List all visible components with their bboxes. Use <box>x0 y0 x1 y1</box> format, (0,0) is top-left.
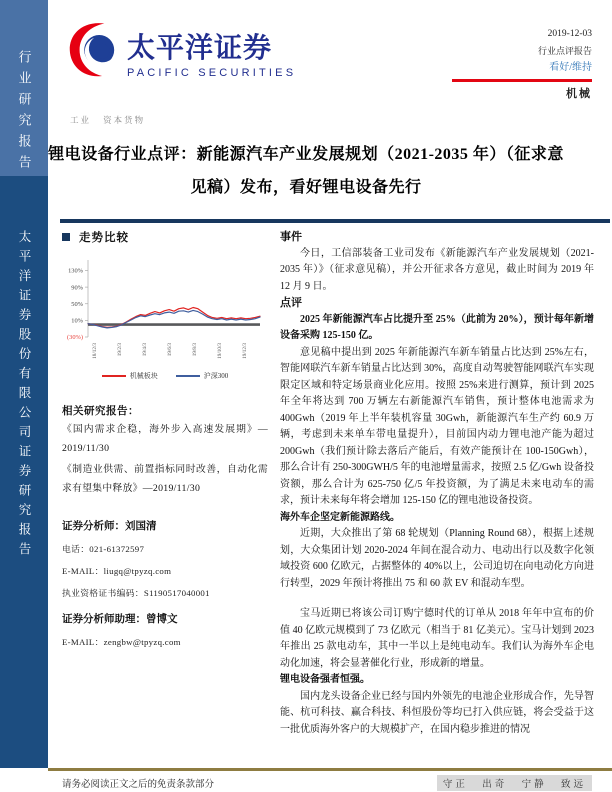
comment-lead-paragraph: 2025 年新能源汽车占比提升至 25%（此前为 20%），预计每年新增设备采购 125-150 亿。 <box>280 313 594 341</box>
analyst-name: 证券分析师：刘国清 <box>62 521 157 533</box>
svg-text:10%: 10% <box>71 317 83 325</box>
category-path: 工业 资本货物 <box>70 115 146 125</box>
chart-legend <box>62 371 268 381</box>
trend-heading-label: 走势比较 <box>79 232 129 244</box>
brand-name-cn: 太平洋证券 <box>127 32 273 63</box>
legend-label-csi300: 沪深300 <box>203 372 229 380</box>
analyst-phone: 电话：021-61372597 <box>62 544 145 555</box>
sidebar-top-band <box>0 0 48 176</box>
sidebar-bottom-band <box>0 176 48 768</box>
header <box>66 20 592 105</box>
subheading-overseas: 海外车企坚定新能源路线。 <box>280 511 400 523</box>
industry-label: 机械 <box>566 88 592 101</box>
svg-text:19/6/3: 19/6/3 <box>167 343 173 357</box>
analyst-license: 执业资格证书编码：S1190517040001 <box>62 588 210 599</box>
svg-text:19/12/3: 19/12/3 <box>242 343 248 359</box>
sidebar-bottom-label: 太平洋证券股份有限公司证券研究报告 <box>17 230 31 562</box>
related-reports <box>62 403 268 498</box>
legend-item-csi300 <box>176 371 229 381</box>
footer-motto: 守正 出奇 宁静 致远 <box>437 775 592 791</box>
red-line-swatch-icon <box>102 375 126 377</box>
rating-underline <box>452 79 592 82</box>
legend-item-industry <box>102 371 158 381</box>
analysis-paragraph-2: 近期，大众推出了第 68 轮规划（Planning Round 68），根据上述规划，大众集团计划 2020-2024 年间在混合动力、电动出行以及数字化领域投资 600 亿欧元，占据整体的 40%以上，公司迫切在向电动化方向进行转型，2029 年预计将推出 75 和 60 款 EV 和混动车型。 <box>280 528 594 589</box>
blue-line-swatch-icon <box>176 375 200 377</box>
report-date: 2019-12-03 <box>547 29 592 39</box>
svg-text:130%: 130% <box>68 267 83 275</box>
svg-text:19/2/3: 19/2/3 <box>117 343 123 357</box>
subheading-equipment: 锂电设备强者恒强。 <box>280 674 370 685</box>
svg-text:90%: 90% <box>71 284 83 292</box>
event-heading: 事件 <box>280 231 302 243</box>
pacific-securities-emblem-icon <box>66 20 122 85</box>
title-divider <box>60 219 610 223</box>
rating-badge: 看好/维持 <box>549 62 592 74</box>
analyst-block <box>62 518 268 648</box>
trend-section-heading <box>62 229 268 245</box>
legend-label-industry: 机械板块 <box>129 372 158 380</box>
related-report-item: 《国内需求企稳，海外步入高速发展期》—2019/11/30 <box>62 424 268 454</box>
assistant-analyst-email: E-MAIL：zengbw@tpyzq.com <box>62 637 181 648</box>
report-title: 锂电设备行业点评：新能源汽车产业发展规划（2021-2035 年）（征求意见稿）发布，看好锂电设备先行 <box>48 146 564 196</box>
left-column <box>62 229 268 648</box>
header-meta <box>452 26 592 105</box>
event-paragraph: 今日，工信部装备工业司发布《新能源汽车产业发展规划（2021-2035 年）》（征求意见稿），并公开征求各方意见，截止时间为 2019 年 12 月 9 日。 <box>280 247 594 292</box>
analysis-paragraph-4: 国内龙头设备企业已经与国内外领先的电池企业形成合作，先导智能、杭可科技、赢合科技、科恒股份等均已打入供应链，将会受益于这一批优质海外客户的大规模扩产，在国内稳步推进的情况 <box>280 690 594 735</box>
brand-name-en: PACIFIC SECURITIES <box>127 67 297 79</box>
main-text-column <box>280 229 594 738</box>
analyst-email: E-MAIL：liugq@tpyzq.com <box>62 566 172 577</box>
footer <box>62 775 592 791</box>
sidebar-top-label: 行业研究报告 <box>16 50 32 176</box>
related-reports-heading: 相关研究报告： <box>62 406 139 417</box>
svg-text:19/10/3: 19/10/3 <box>217 343 223 359</box>
svg-text:18/12/3: 18/12/3 <box>92 343 98 359</box>
svg-text:50%: 50% <box>71 300 83 308</box>
assistant-analyst-name: 证券分析师助理：曾博文 <box>62 614 178 626</box>
footer-disclaimer: 请务必阅读正文之后的免责条款部分 <box>62 780 215 790</box>
comment-heading: 点评 <box>280 297 302 309</box>
analysis-paragraph-3: 宝马近期已将该公司订购宁德时代的订单从 2018 年年中宣布的价值 40 亿欧元规模到了 73 亿欧元（相当于 81 亿美元）。宝马计划到 2023 年推出 25 款电动车，其中一半以上是纯电动车。我们认为海外车企电动化加速，将会显著催化行业，形成新的增量。 <box>280 608 594 669</box>
analysis-paragraph-1: 意见稿中提出到 2025 年新能源汽车新车销量占比达到 25%左右，智能网联汽车新车销量占比达到 30%，高度自动驾驶智能网联汽车实现限定区域和特定场景商业化应用。按照 25%来进行测算，预计到 2025 年全年将达到 700 万辆左右新能源汽车销售，预计整体电池需求为 400Gwh（2019 年上半年装机容量 30Gwh，新能源汽车生产约 60.9 万辆，考虑到未来单车带电量提升），目前国内动力锂电池产能为超过 200Gwh（我们预计除去落后产能后，有效产能预计在 100-150Gwh），那么合计有 250-300GWH/5 年的电池增量需求，按照 2.5 亿/Gwh 设备投资额，那么合计为 625-750 亿/5 年投资额，为了满足未来电动车的需求，预计未来每年将会增加 125-150 亿的锂电池设备投资。 <box>280 346 594 506</box>
related-report-item: 《制造业供需、前置指标同时改善，自动化需求有望集中释放》—2019/11/30 <box>62 464 268 494</box>
report-type: 行业点评报告 <box>537 46 592 57</box>
trend-comparison-chart <box>62 255 266 371</box>
footer-divider <box>48 768 612 771</box>
square-bullet-icon <box>62 233 70 241</box>
svg-text:19/8/3: 19/8/3 <box>192 343 198 357</box>
svg-text:(30%): (30%) <box>67 334 83 342</box>
brand-logo <box>66 20 296 85</box>
svg-text:19/4/3: 19/4/3 <box>142 343 148 357</box>
